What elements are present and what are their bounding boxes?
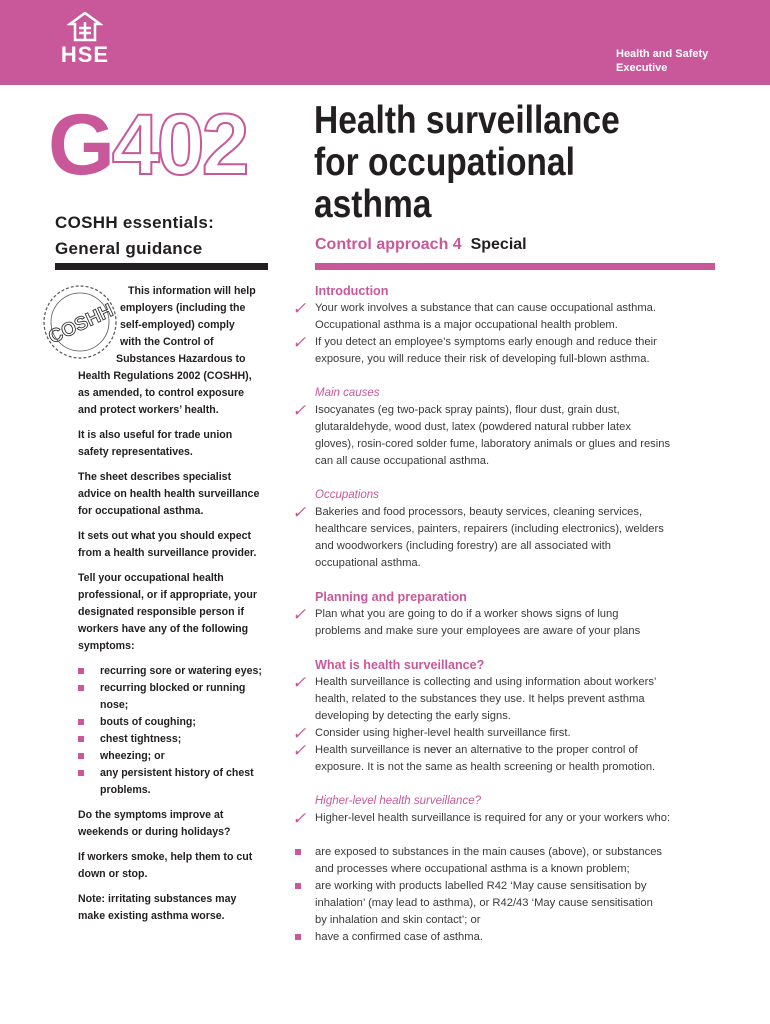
paragraph-line: safety representatives. xyxy=(78,446,193,458)
item-line: by inhalation and skin contact’; or xyxy=(315,914,481,926)
bullet-item xyxy=(292,844,722,878)
tick-item xyxy=(292,300,722,334)
item-line: glutaraldehyde, wood dust, latex (powdered natural rubber latex xyxy=(315,421,631,433)
bullet-square-icon xyxy=(78,753,84,759)
agency-line-2: Executive xyxy=(616,62,668,74)
item-line: are working with products labelled R42 ‘May cause sensitisation by xyxy=(315,880,647,892)
item-line: healthcare services, painters, repairers (including electronics), welders xyxy=(315,523,664,535)
bullet-square-icon xyxy=(78,719,84,725)
series-title xyxy=(55,210,214,262)
bullet-square-icon xyxy=(78,685,84,691)
tick-item xyxy=(292,674,722,725)
item-line: are exposed to substances in the main causes (above), or substances xyxy=(315,846,663,858)
code-number: 402 xyxy=(111,97,247,193)
item-line: health, related to the substances they use. It helps prevent asthma xyxy=(315,693,645,705)
bullet-item xyxy=(292,878,722,929)
left-divider xyxy=(55,263,268,270)
trade-union-paragraph xyxy=(78,427,273,461)
paragraph-line: professional, or if appropriate, your xyxy=(78,589,257,601)
paragraph-line: advice on health health surveillance xyxy=(78,488,260,500)
list-item-text: recurring sore or watering eyes; xyxy=(100,665,262,677)
tick-icon: ✓ xyxy=(292,333,307,352)
hse-logo xyxy=(55,12,115,66)
tick-item xyxy=(292,725,722,742)
intro-paragraph xyxy=(78,283,273,419)
item-line: Higher-level health surveillance is required for any or your workers who: xyxy=(315,812,671,824)
symptoms-list xyxy=(78,663,273,799)
left-column xyxy=(78,283,273,933)
bullet-square-icon xyxy=(78,770,84,776)
header-banner xyxy=(0,0,770,85)
item-line: If you detect an employee’s symptoms early enough and reduce their xyxy=(315,336,657,348)
title-line-1: Health surveillance xyxy=(314,99,620,142)
hse-crest-icon xyxy=(67,12,103,42)
item-line: Your work involves a substance that can cause occupational asthma. xyxy=(315,302,657,314)
item-text: an alternative to the proper control of xyxy=(451,744,638,756)
list-item xyxy=(78,680,273,697)
list-item-text: nose; xyxy=(100,699,129,711)
paragraph-line: make existing asthma worse. xyxy=(78,910,225,922)
item-line: developing by detecting the early signs. xyxy=(315,710,511,722)
agency-line-1: Health and Safety xyxy=(616,48,709,60)
item-line: and woodworkers (including forestry) are all associated with xyxy=(315,540,611,552)
item-line: gloves), rosin-cored solder fume, laboratory animals or glues and resins xyxy=(315,438,671,450)
control-approach xyxy=(315,236,527,254)
list-item xyxy=(78,731,273,748)
tick-icon: ✓ xyxy=(292,503,307,522)
right-column xyxy=(292,283,722,946)
paragraph-line: symptoms: xyxy=(78,640,135,652)
intro-line: Substances Hazardous to xyxy=(116,353,246,365)
intro-line: with the Control of xyxy=(120,336,214,348)
intro-line: This information will help xyxy=(128,285,256,297)
expectation-paragraph xyxy=(78,528,273,562)
list-item-text: wheezing; or xyxy=(100,750,165,762)
bullet-square-icon xyxy=(295,934,301,940)
section-heading: Planning and preparation xyxy=(315,590,467,604)
item-line: and processes where occupational asthma is a known problem; xyxy=(315,863,630,875)
paragraph-line: for occupational asthma. xyxy=(78,505,204,517)
item-line: Consider using higher-level health surveillance first. xyxy=(315,727,571,739)
list-item-text: bouts of coughing; xyxy=(100,716,196,728)
guidance-code xyxy=(48,97,247,193)
tick-item xyxy=(292,334,722,368)
paragraph-line: It is also useful for trade union xyxy=(78,429,233,441)
code-letter: G xyxy=(48,97,112,193)
section-subheading: Main causes xyxy=(315,387,380,399)
item-line: occupational asthma. xyxy=(315,557,421,569)
paragraph-line: Note: irritating substances may xyxy=(78,893,237,905)
page-title xyxy=(314,100,710,226)
intro-line: and protect workers’ health. xyxy=(78,404,219,416)
tick-icon: ✓ xyxy=(292,724,307,743)
paragraph-line: Do the symptoms improve at xyxy=(78,809,224,821)
section-heading: Introduction xyxy=(315,284,389,298)
bullet-square-icon xyxy=(78,668,84,674)
tick-icon: ✓ xyxy=(292,605,307,624)
bullet-square-icon xyxy=(78,736,84,742)
bullet-square-icon xyxy=(295,849,301,855)
paragraph-line: If workers smoke, help them to cut xyxy=(78,851,253,863)
bullet-item xyxy=(292,929,722,946)
series-line-2: General guidance xyxy=(55,239,203,258)
tick-item xyxy=(292,810,722,827)
agency-name xyxy=(616,47,708,75)
tick-item xyxy=(292,402,722,470)
item-line: exposure. It is not the same as health screening or health promotion. xyxy=(315,761,656,773)
paragraph-line: down or stop. xyxy=(78,868,148,880)
smoking-paragraph xyxy=(78,849,273,883)
item-line: Health surveillance is collecting and using information about workers’ xyxy=(315,676,657,688)
tick-icon: ✓ xyxy=(292,809,307,828)
tick-item xyxy=(292,742,722,776)
item-line: have a confirmed case of asthma. xyxy=(315,931,483,943)
tick-icon: ✓ xyxy=(292,401,307,420)
item-line: inhalation’ (may lead to asthma), or R42/43 ‘May cause sensitisation xyxy=(315,897,653,909)
logo-text: HSE xyxy=(60,42,110,67)
tick-icon: ✓ xyxy=(292,741,307,760)
intro-line: as amended, to control exposure xyxy=(78,387,245,399)
intro-line: Health Regulations 2002 (COSHH), xyxy=(78,370,252,382)
approach-value: Special xyxy=(470,236,527,253)
item-line xyxy=(315,742,722,759)
tick-icon: ✓ xyxy=(292,673,307,692)
item-line: problems and make sure your employees are aware of your plans xyxy=(315,625,641,637)
paragraph-line: from a health surveillance provider. xyxy=(78,547,257,559)
paragraph-line: weekends or during holidays? xyxy=(78,826,231,838)
section-heading: What is health surveillance? xyxy=(315,658,485,672)
list-item-continuation xyxy=(78,782,273,799)
emphasis-text: never xyxy=(423,744,452,756)
paragraph-line: It sets out what you should expect xyxy=(78,530,252,542)
item-line: Bakeries and food processors, beauty services, cleaning services, xyxy=(315,506,643,518)
list-item-text: recurring blocked or running xyxy=(100,682,246,694)
list-item-continuation xyxy=(78,697,273,714)
list-item-text: any persistent history of chest xyxy=(100,767,254,779)
tick-item xyxy=(292,504,722,572)
tick-icon: ✓ xyxy=(292,299,307,318)
paragraph-line: designated responsible person if xyxy=(78,606,245,618)
series-line-1: COSHH essentials: xyxy=(55,213,215,232)
list-item xyxy=(78,765,273,782)
weekends-paragraph xyxy=(78,807,273,841)
title-line-2: for occupational xyxy=(314,141,575,184)
sheet-description-paragraph xyxy=(78,469,273,520)
item-line: can all cause occupational asthma. xyxy=(315,455,490,467)
item-line: Isocyanates (eg two-pack spray paints), flour dust, grain dust, xyxy=(315,404,620,416)
intro-line: employers (including the xyxy=(120,302,246,314)
item-line: Plan what you are going to do if a worker shows signs of lung xyxy=(315,608,619,620)
section-subheading: Higher-level health surveillance? xyxy=(315,795,481,807)
approach-label: Control approach 4 xyxy=(315,236,462,253)
title-line-3: asthma xyxy=(314,183,432,226)
intro-line: self-employed) comply xyxy=(120,319,235,331)
tick-item xyxy=(292,606,722,640)
list-item xyxy=(78,714,273,731)
item-text: Health surveillance is xyxy=(315,744,424,756)
section-subheading: Occupations xyxy=(315,489,379,501)
stamp-text: COSHH xyxy=(45,300,117,349)
item-line: exposure, you will reduce their risk of developing full-blown asthma. xyxy=(315,353,650,365)
right-divider xyxy=(315,263,715,270)
list-item-text: chest tightness; xyxy=(100,733,182,745)
list-item-text: problems. xyxy=(100,784,151,796)
list-item xyxy=(78,748,273,765)
symptoms-intro-paragraph xyxy=(78,570,273,655)
paragraph-line: The sheet describes specialist xyxy=(78,471,232,483)
note-paragraph xyxy=(78,891,273,925)
paragraph-line: workers have any of the following xyxy=(78,623,249,635)
bullet-square-icon xyxy=(295,883,301,889)
paragraph-line: Tell your occupational health xyxy=(78,572,224,584)
list-item xyxy=(78,663,273,680)
item-line: Occupational asthma is a major occupational health problem. xyxy=(315,319,618,331)
